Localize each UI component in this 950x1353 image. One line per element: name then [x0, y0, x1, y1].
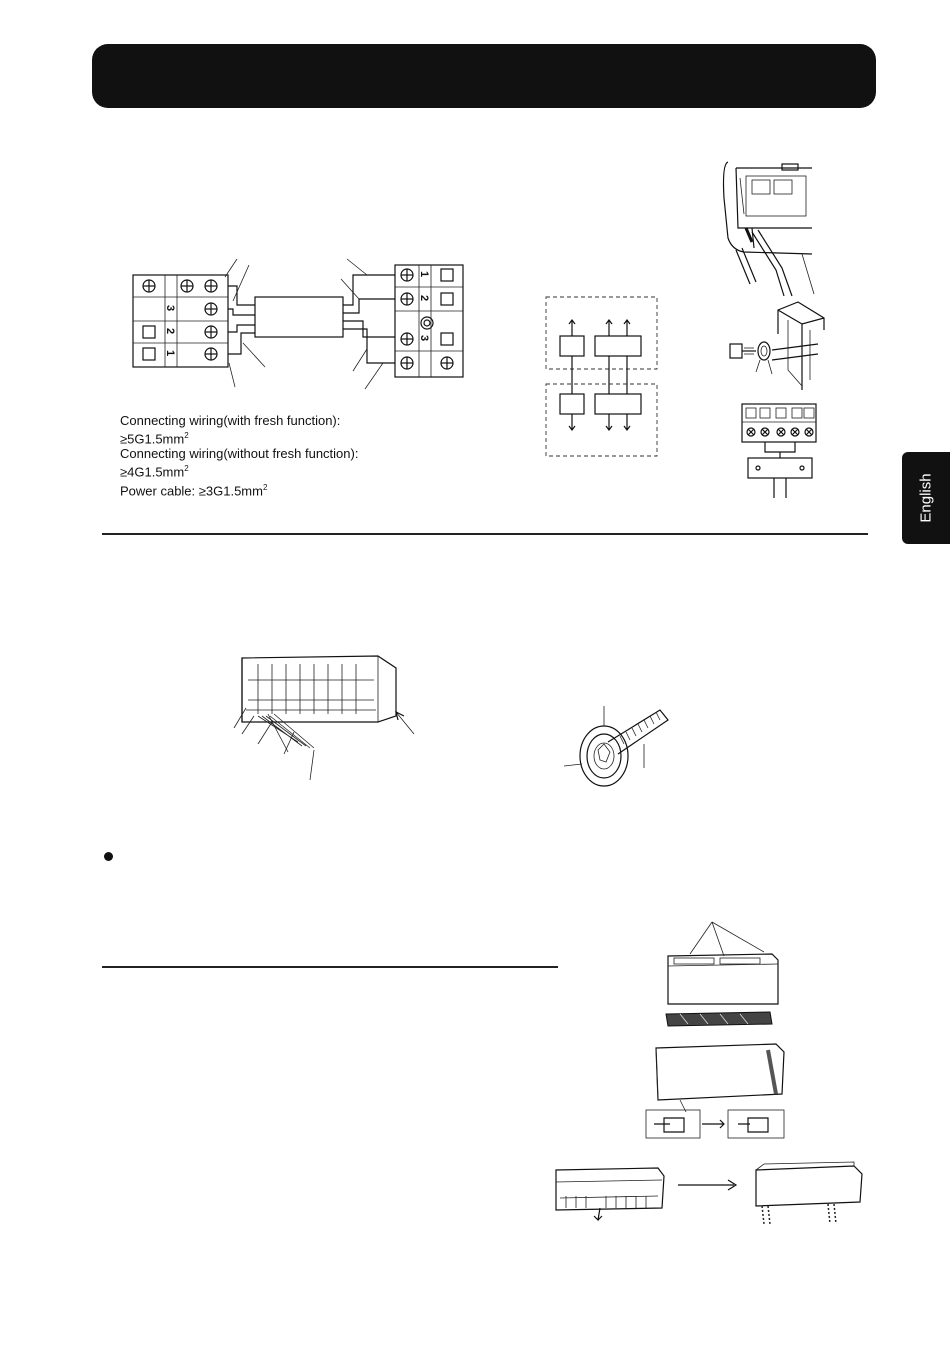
left-terminal-3: 3 — [164, 305, 176, 312]
spec-line-3: Connecting wiring(without fresh function): — [120, 446, 359, 462]
right-terminal-3: 3 — [418, 335, 430, 342]
indoor-unit-cover-illustration — [722, 158, 817, 296]
language-tab[interactable] — [902, 452, 950, 544]
left-terminal-2: 2 — [164, 328, 176, 335]
unit-top-view-illustration — [660, 918, 788, 1030]
terminal-strip-illustration — [740, 402, 818, 498]
process-arrow-icon — [676, 1178, 740, 1192]
header-bar — [92, 44, 876, 108]
spec-line-2: $\ge 5G1.5mm^2$ — [120, 431, 189, 447]
right-terminal-1: 1 — [418, 271, 430, 278]
right-terminal-2: 2 — [418, 295, 430, 302]
language-tab-label: English — [917, 473, 935, 523]
ground-screw-illustration — [722, 300, 832, 392]
front-panel-illustration — [640, 1040, 790, 1140]
section-divider-2 — [102, 966, 558, 968]
wall-sleeve-illustration — [564, 702, 674, 794]
left-terminal-1: 1 — [164, 350, 176, 357]
terminal-wiring-diagram — [125, 255, 475, 395]
spec-line-4: $\ge 4G1.5mm^2$ — [120, 464, 189, 480]
wiring-specs — [120, 413, 358, 498]
unit-block-diagram — [545, 296, 660, 460]
spec-line-1: Connecting wiring(with fresh function): — [120, 413, 341, 428]
spec-line-5: Power cable: $\ge 3G1.5mm^2$ — [120, 482, 268, 498]
bullet-point — [104, 852, 113, 861]
section-divider-1 — [102, 533, 868, 535]
unit-bottom-before-illustration — [550, 1162, 668, 1224]
indoor-unit-rear-illustration — [228, 650, 424, 784]
unit-bottom-after-illustration — [750, 1160, 866, 1230]
